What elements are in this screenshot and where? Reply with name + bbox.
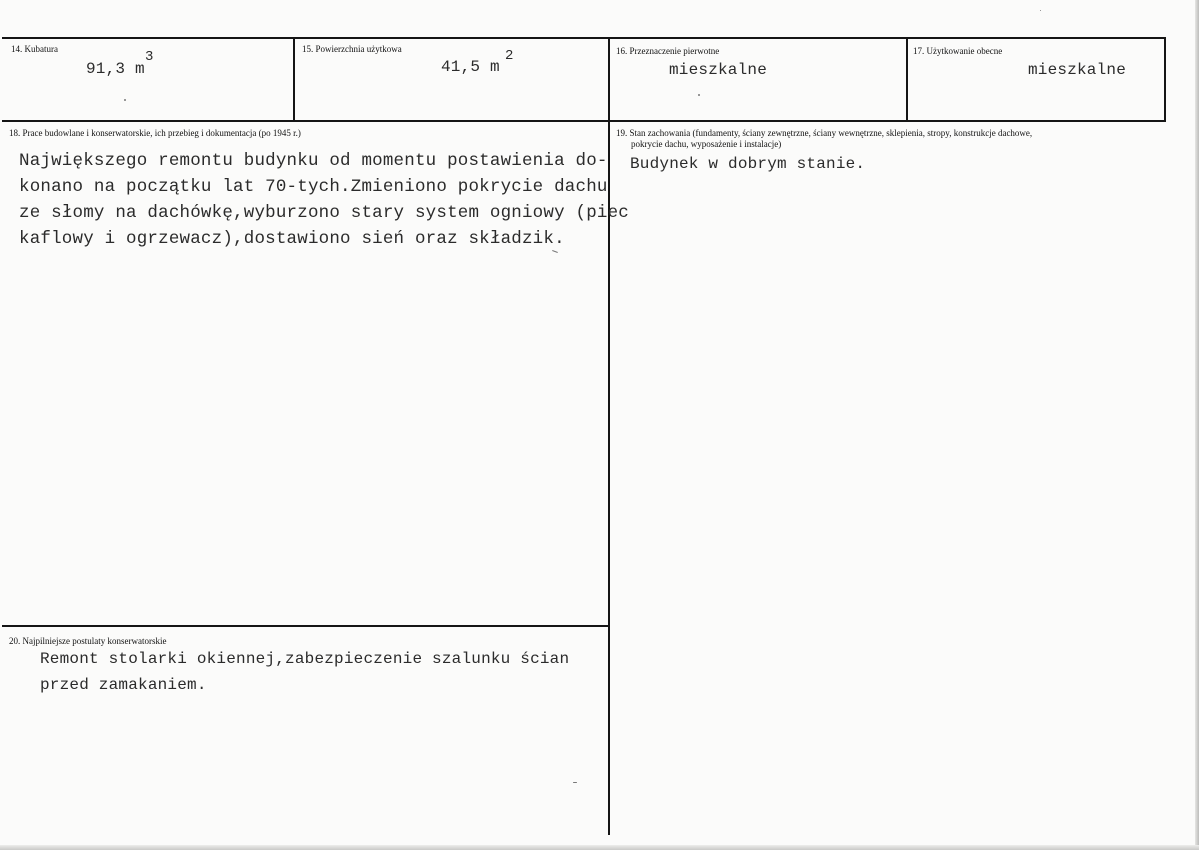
- scan-speck: [124, 99, 126, 101]
- paper-edge-bottom: [0, 845, 1199, 850]
- field-18-line-2: konano na początku lat 70-tych.Zmieniono pokrycie dachu: [19, 177, 608, 197]
- field-15-value: 41,5 m: [441, 58, 500, 76]
- field-14-label: 14. Kubatura: [11, 44, 58, 54]
- col-divider-16-17: [906, 37, 908, 122]
- field-19-label-line-1: 19. Stan zachowania (fundamenty, ściany zewnętrzne, ściany wewnętrzne, sklepienia, stropy, konstrukcje dachowe,: [616, 128, 1033, 138]
- field-16-value: mieszkalne: [669, 61, 768, 79]
- col-divider-main: [608, 37, 610, 835]
- field-18-line-1: Największego remontu budynku od momentu postawienia do-: [19, 151, 608, 171]
- col-divider-14-15: [293, 37, 295, 122]
- field-15-label: 15. Powierzchnia użytkowa: [302, 44, 402, 54]
- field-18-line-3: ze słomy na dachówkę,wyburzono stary system ogniowy (piec: [19, 203, 629, 223]
- top-border-line: [2, 37, 1166, 39]
- field-18-label: 18. Prace budowlane i konserwatorskie, ich przebieg i dokumentacja (po 1945 r.): [9, 128, 301, 138]
- scan-speck: [1040, 10, 1041, 11]
- field-19-label-line-2: pokrycie dachu, wyposażenie i instalacje): [631, 139, 782, 149]
- paper-edge-right: [1195, 0, 1199, 850]
- scan-speck: [698, 94, 700, 96]
- field-20-label: 20. Najpilniejsze postulaty konserwatorskie: [9, 636, 167, 646]
- field-14-superscript: 3: [145, 49, 154, 65]
- field-19-value: Budynek w dobrym stanie.: [630, 155, 866, 173]
- row-divider-line: [2, 120, 1166, 122]
- field-17-value: mieszkalne: [1028, 61, 1127, 79]
- field-14-value: 91,3 m: [86, 60, 145, 78]
- field-20-line-2: przed zamakaniem.: [40, 676, 207, 694]
- scan-speck: [573, 782, 577, 783]
- field-18-line-4: kaflowy i ogrzewacz),dostawiono sień oraz składzik.: [19, 229, 565, 249]
- right-border-line: [1164, 37, 1166, 122]
- field-20-line-1: Remont stolarki okiennej,zabezpieczenie szalunku ścian: [40, 650, 570, 668]
- section-20-divider-line: [2, 625, 610, 627]
- field-15-superscript: 2: [505, 48, 514, 64]
- field-17-label: 17. Użytkowanie obecne: [913, 46, 1003, 56]
- field-16-label: 16. Przeznaczenie pierwotne: [616, 46, 720, 56]
